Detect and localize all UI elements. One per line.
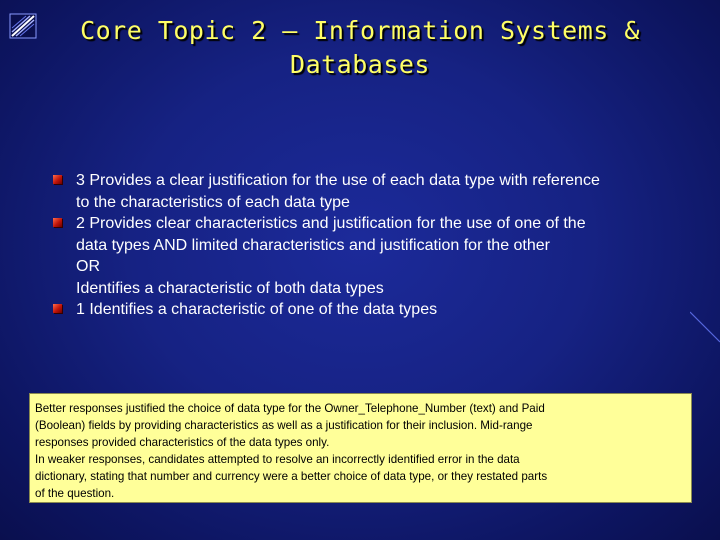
bullet-item-2 [50,213,690,299]
bullet-text-line: Identifies a characteristic of both data types [76,279,384,297]
slide-title [40,14,680,82]
bullet-list [50,170,690,321]
bullet-icon [53,304,62,313]
bullet-text-line: 3 Provides a clear justification for the use of each data type with reference [76,172,600,189]
note-text-line: Better responses justified the choice of data type for the Owner_Telephone_Number (text) and Paid [35,402,545,415]
slide-title-line-1: Core Topic 2 – Information Systems & [80,16,640,45]
bullet-text-line: data types AND limited characteristics and justification for the other [76,236,550,254]
note-text-line: of the question. [35,487,115,500]
bullet-text-line: 1 Identifies a characteristic of one of the data types [76,301,438,318]
marker-feedback-note [29,393,692,503]
bullet-item-1 [50,299,690,321]
bullet-text-line: 2 Provides clear characteristics and justification for the use of one of the [76,215,586,232]
bullet-text-line: OR [76,258,100,275]
note-text-line: dictionary, stating that number and currency were a better choice of data type, or they restated parts [35,470,548,483]
bullet-text-line: to the characteristics of each data type [76,193,350,211]
note-text-line: (Boolean) fields by providing characteristics as well as a justification for their inclusion. Mid-range [35,419,533,432]
note-text-line: In weaker responses, candidates attempted to resolve an incorrectly identified error in the data [35,453,520,466]
note-text-line: responses provided characteristics of the data types only. [35,436,330,449]
bullet-item-3 [50,170,690,213]
bullet-icon [53,218,62,227]
slide-title-line-2: Databases [290,50,430,79]
bullet-icon [53,175,62,184]
decorative-line-icon [690,310,720,350]
